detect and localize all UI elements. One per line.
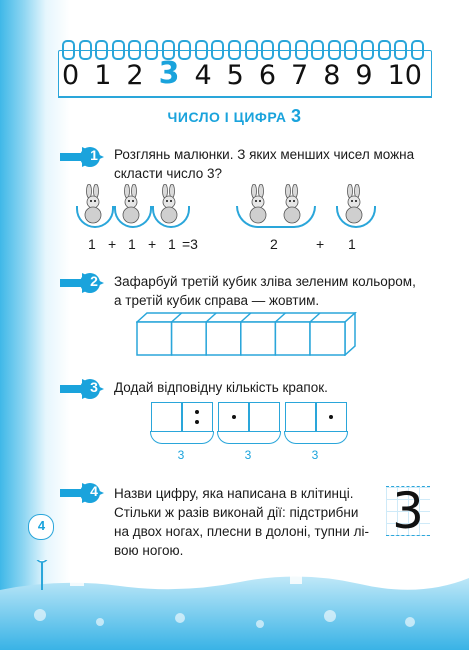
- strip-digit: 4: [194, 60, 212, 91]
- task-line: Додай відповідну кількість крапок.: [114, 380, 328, 395]
- strip-digit: 6: [258, 60, 276, 91]
- eq-term: 1: [128, 236, 136, 252]
- task-4-text: [114, 484, 369, 560]
- task-3-arrow: [60, 376, 106, 402]
- strip-digits: [62, 57, 422, 91]
- page-number-badge: [28, 514, 54, 540]
- strip-digit: 9: [355, 60, 373, 91]
- bunny-group-right: [236, 184, 386, 234]
- strip-digit: 0: [62, 60, 80, 91]
- bunny-icon: [342, 184, 366, 224]
- task-number: 2: [90, 273, 98, 289]
- card-label: 3: [244, 448, 252, 462]
- strip-digit: 2: [126, 60, 144, 91]
- card-divider: [248, 403, 250, 431]
- dot: [329, 415, 333, 419]
- dot: [195, 410, 199, 414]
- ground-shape: [0, 576, 469, 650]
- task-number: 4: [90, 483, 98, 499]
- cube[interactable]: [241, 322, 276, 355]
- task-2-arrow: [60, 270, 106, 296]
- strip-digit: 1: [94, 60, 112, 91]
- eq-term: +: [108, 236, 117, 252]
- task-number: 3: [90, 379, 98, 395]
- eq-term: 2: [270, 236, 278, 252]
- card-label: 3: [311, 448, 319, 462]
- cube[interactable]: [137, 322, 172, 355]
- cube[interactable]: [172, 322, 207, 355]
- task-line: Назви цифру, яка написана в клітинці.: [114, 486, 354, 501]
- strip-digit-highlighted: 3: [158, 56, 180, 91]
- strip-underline: [58, 96, 432, 98]
- bunny-icon: [280, 184, 304, 224]
- eq-term: 1: [168, 236, 176, 252]
- task-line: Зафарбуй третій кубик зліва зеленим кольором,: [114, 274, 416, 289]
- bunny-icon: [119, 184, 143, 224]
- task-line: на двох ногах, плесни в долоні, тупни лі-: [114, 524, 370, 539]
- task-line: Стільки ж разів виконай дії: підстрибни: [114, 505, 359, 520]
- bunny-icon: [81, 184, 105, 224]
- card-base: [217, 431, 281, 444]
- strip-digit: 8: [323, 60, 341, 91]
- bunny-icon: [157, 184, 181, 224]
- strip-digit: 5: [226, 60, 244, 91]
- task-number: 1: [90, 147, 98, 163]
- task-3-text: [114, 378, 328, 397]
- lesson-title: [0, 106, 469, 127]
- card-divider: [315, 403, 317, 431]
- cube[interactable]: [206, 322, 241, 355]
- lesson-title-text: ЧИСЛО І ЦИФРА: [167, 109, 287, 125]
- cube[interactable]: [310, 322, 345, 355]
- task-line: вою ногою.: [114, 543, 184, 558]
- card-label: 3: [177, 448, 185, 462]
- dot-card[interactable]: [218, 402, 280, 432]
- eq-term: =3: [182, 236, 198, 252]
- task-line: Розглянь малюнки. З яких менших чисел можна: [114, 147, 415, 162]
- task-4-arrow: [60, 480, 106, 506]
- strip-digit: 10: [387, 60, 422, 91]
- eq-term: +: [148, 236, 157, 252]
- footer-landscape: [0, 560, 469, 650]
- dot-card[interactable]: [285, 402, 347, 432]
- cube-row: [136, 312, 358, 356]
- task-line: а третій кубик справа — жовтим.: [114, 293, 320, 308]
- dot: [195, 420, 199, 424]
- task-line: скласти число 3?: [114, 166, 223, 181]
- task-2-text: [114, 272, 416, 310]
- bunny-icon: [246, 184, 270, 224]
- eq-term: +: [316, 236, 325, 252]
- eq-term: 1: [88, 236, 96, 252]
- dot: [232, 415, 236, 419]
- strip-digit: 7: [291, 60, 309, 91]
- card-base: [284, 431, 348, 444]
- bunny-group-left: [76, 184, 186, 234]
- lesson-title-digit: 3: [290, 106, 302, 126]
- card-base: [150, 431, 214, 444]
- dot-card[interactable]: [151, 402, 213, 432]
- page-number: 4: [37, 518, 46, 533]
- cube[interactable]: [275, 322, 310, 355]
- card-divider: [181, 403, 183, 431]
- eq-term: 1: [348, 236, 356, 252]
- written-digit-box: 3: [386, 486, 430, 536]
- task-1-text: [114, 145, 414, 183]
- task-1-arrow: [60, 144, 106, 170]
